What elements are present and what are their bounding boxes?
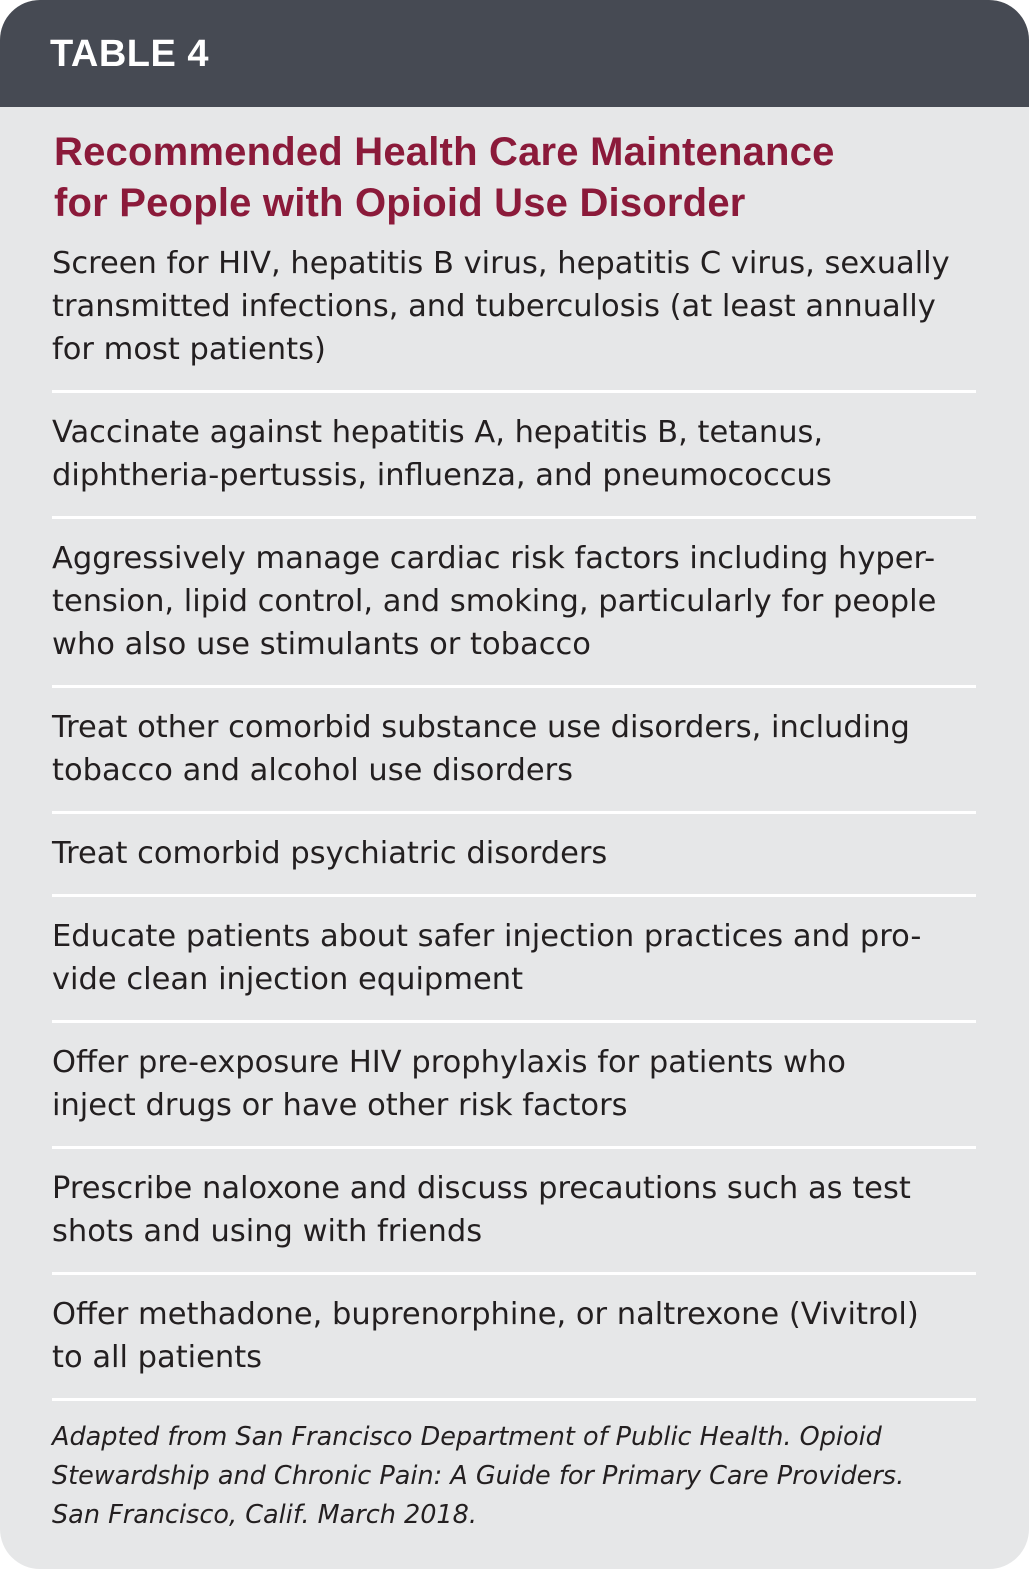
- table-title-line: for People with Opioid Use Disorder: [54, 181, 746, 225]
- recommendation-line: tension, lipid control, and smoking, particularly for people: [52, 584, 937, 619]
- table-header-bar: [0, 0, 1029, 107]
- recommendation-line: diphtheria-pertussis, influenza, and pneumococcus: [52, 458, 832, 493]
- recommendation-item: [52, 393, 976, 519]
- recommendation-line: Prescribe naloxone and discuss precautions such as test: [52, 1171, 911, 1206]
- recommendation-item: [52, 688, 976, 814]
- recommendation-line: Vaccinate against hepatitis A, hepatitis B, tetanus,: [52, 415, 824, 450]
- table-title-line: Recommended Health Care Maintenance: [54, 130, 835, 174]
- table-number-label: TABLE 4: [50, 33, 210, 75]
- recommendation-line: Screen for HIV, hepatitis B virus, hepatitis C virus, sexually: [52, 246, 950, 281]
- source-line: Stewardship and Chronic Pain: A Guide for Primary Care Providers.: [52, 1461, 905, 1491]
- recommendation-item: [52, 519, 976, 688]
- recommendation-item: [52, 1023, 976, 1149]
- recommendation-line: for most patients): [52, 332, 326, 367]
- recommendation-item: [52, 242, 976, 393]
- recommendation-item: [52, 1149, 976, 1275]
- recommendation-line: Treat comorbid psychiatric disorders: [52, 836, 608, 871]
- recommendation-line: to all patients: [52, 1340, 263, 1375]
- table-content: [0, 107, 1029, 1535]
- recommendation-line: Treat other comorbid substance use disorders, including: [52, 710, 910, 745]
- recommendation-line: tobacco and alcohol use disorders: [52, 753, 574, 788]
- recommendation-item: [52, 814, 976, 897]
- recommendation-line: vide clean injection equipment: [52, 962, 524, 997]
- recommendation-line: Educate patients about safer injection practices and pro-: [52, 919, 922, 954]
- source-note: [52, 1401, 977, 1535]
- source-line: Adapted from San Francisco Department of Public Health. Opioid: [52, 1422, 882, 1452]
- recommendation-item: [52, 1275, 976, 1401]
- recommendation-line: transmitted infections, and tuberculosis (at least annually: [52, 289, 936, 324]
- recommendation-line: Aggressively manage cardiac risk factors including hyper-: [52, 541, 936, 576]
- recommendation-line: inject drugs or have other risk factors: [52, 1088, 628, 1123]
- source-line: San Francisco, Calif. March 2018.: [52, 1500, 477, 1530]
- recommendation-item: [52, 897, 976, 1023]
- recommendation-list: [52, 242, 976, 1401]
- recommendation-line: Offer methadone, buprenorphine, or naltrexone (Vivitrol): [52, 1297, 919, 1332]
- recommendation-line: Offer pre-exposure HIV prophylaxis for patients who: [52, 1045, 846, 1080]
- table-title: [54, 127, 977, 229]
- recommendation-line: who also use stimulants or tobacco: [52, 627, 591, 662]
- recommendation-line: shots and using with friends: [52, 1214, 483, 1249]
